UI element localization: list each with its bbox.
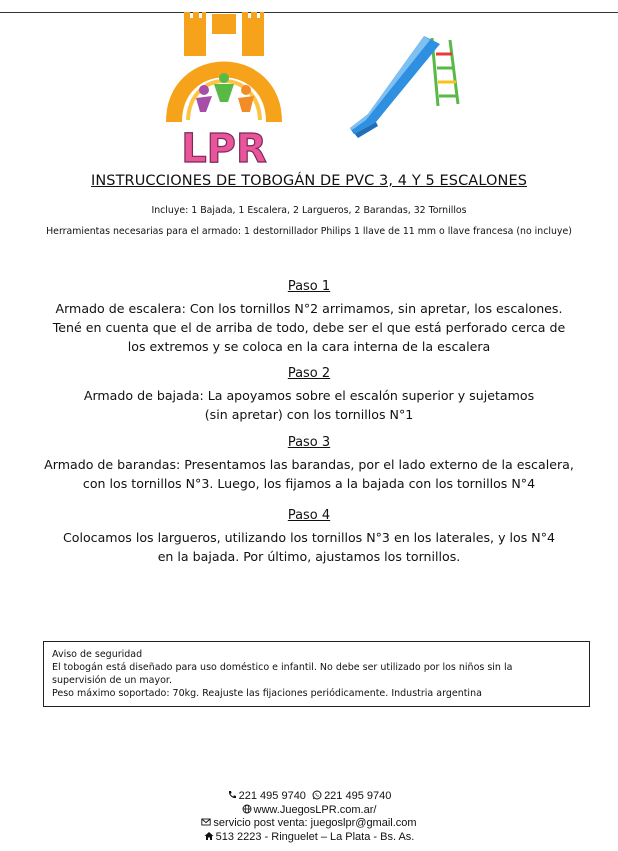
safety-notice bbox=[43, 641, 590, 707]
step-4-line: Colocamos los largueros, utilizando los tornillos N°3 en los laterales, y los N°4 bbox=[62, 530, 556, 545]
email-text[interactable]: servicio post venta: juegoslpr@gmail.com bbox=[213, 817, 417, 829]
envelope-icon bbox=[201, 817, 211, 827]
step-2-text bbox=[0, 386, 618, 424]
website-link[interactable]: www.JuegosLPR.com.ar/ bbox=[253, 803, 377, 816]
step-2-line: (sin apretar) con los tornillos N°1 bbox=[204, 407, 414, 422]
address-text: 513 2223 - Ringuelet – La Plata - Bs. As. bbox=[215, 830, 415, 843]
home-icon bbox=[204, 831, 214, 841]
lpr-logo bbox=[166, 12, 282, 168]
step-1-heading: Paso 1 bbox=[287, 279, 331, 294]
phone-number[interactable]: 221 495 9740 bbox=[238, 790, 306, 802]
step-2-heading: Paso 2 bbox=[287, 366, 331, 381]
step-1-line: los extremos y se coloca en la cara interna de la escalera bbox=[127, 339, 491, 354]
step-3-heading: Paso 3 bbox=[287, 435, 331, 450]
step-4-heading: Paso 4 bbox=[287, 508, 331, 523]
step-2-line: Armado de bajada: La apoyamos sobre el escalón superior y sujetamos bbox=[83, 388, 535, 403]
step-1-text bbox=[0, 299, 618, 356]
logo-text: LPR bbox=[181, 126, 267, 168]
top-rule bbox=[0, 12, 618, 13]
safety-line: supervisión de un mayor. bbox=[52, 675, 172, 686]
step-1-line: Tené en cuenta que el de arriba de todo, debe ser el que está perforado cerca de bbox=[52, 320, 566, 335]
includes-text: Incluye: 1 Bajada, 1 Escalera, 2 Largueros, 2 Barandas, 32 Tornillos bbox=[151, 205, 467, 216]
step-3-line: Armado de barandas: Presentamos las barandas, por el lado externo de la escalera, bbox=[44, 457, 574, 472]
phone-icon bbox=[227, 790, 237, 800]
whatsapp-number[interactable]: 221 495 9740 bbox=[324, 790, 392, 802]
step-3-text bbox=[0, 455, 618, 493]
tools-text: Herramientas necesarias para el armado: 1 destornillador Philips 1 llave de 11 mm o llave francesa (no incluye) bbox=[46, 226, 572, 237]
page-title: INSTRUCCIONES DE TOBOGÁN DE PVC 3, 4 Y 5 ESCALONES bbox=[90, 173, 528, 189]
email-row bbox=[0, 817, 618, 831]
safety-heading: Aviso de seguridad bbox=[52, 649, 143, 660]
web-row bbox=[0, 804, 618, 818]
step-4-line: en la bajada. Por último, ajustamos los tornillos. bbox=[157, 549, 461, 564]
step-1-line: Armado de escalera: Con los tornillos N°2 arrimamos, sin apretar, los escalones. bbox=[55, 301, 563, 316]
safety-line: El tobogán está diseñado para uso doméstico e infantil. No debe ser utilizado por los niños sin la bbox=[52, 662, 513, 673]
whatsapp-icon bbox=[312, 790, 322, 800]
globe-icon bbox=[242, 804, 252, 814]
step-4-text bbox=[0, 528, 618, 566]
safety-line: Peso máximo soportado: 70kg. Reajuste las fijaciones periódicamente. Industria argentina bbox=[52, 688, 482, 699]
slide-illustration bbox=[346, 30, 466, 140]
contact-footer bbox=[0, 790, 618, 844]
step-3-line: con los tornillos N°3. Luego, los fijamos a la bajada con los tornillos N°4 bbox=[82, 476, 536, 491]
phone-row bbox=[0, 790, 618, 804]
address-row bbox=[0, 831, 618, 845]
